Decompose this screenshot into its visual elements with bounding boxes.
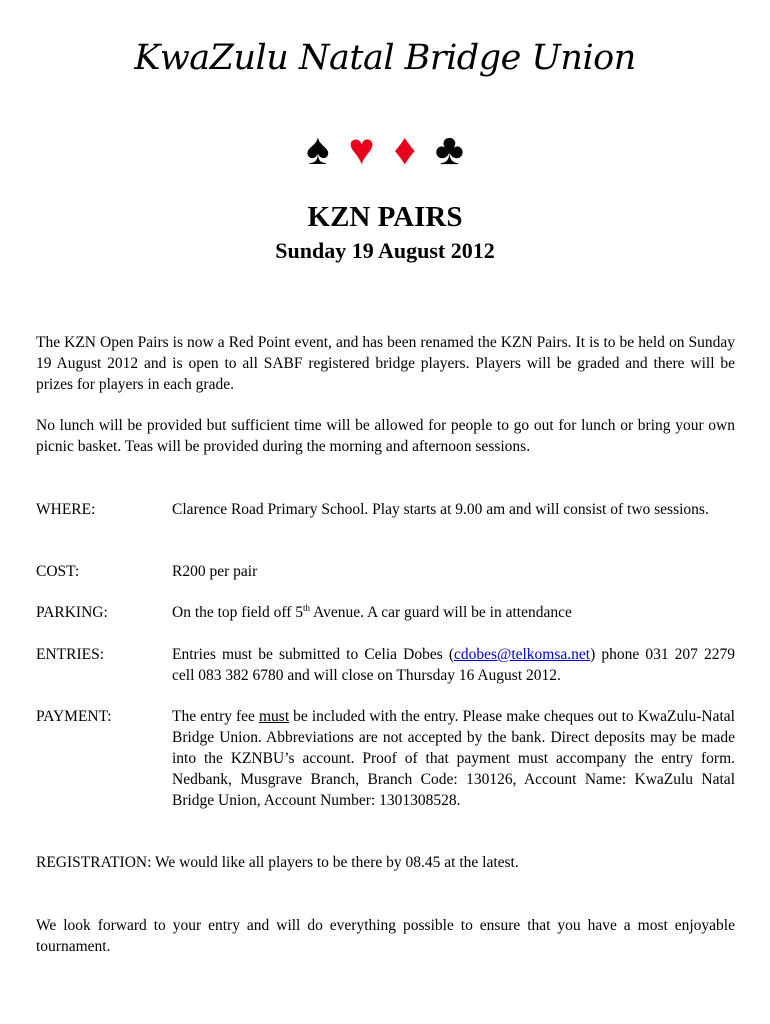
- entries-value: [172, 644, 735, 686]
- where-label: WHERE:: [36, 501, 96, 518]
- payment-text-rest: be included with the entry. Please make cheques out to KwaZulu-Natal Bridge Union. Abbreviations are not accepted by the bank. Direct deposits may be made into the KZNBU’s account. Proof of that payment must accompany the entry form. Nedbank, Musgrave Branch, Branch Code: 130126, Account Name: KwaZulu Natal Bridge Union, Account Number: 1301308528.: [172, 708, 735, 809]
- cost-value: R200 per pair: [172, 563, 258, 580]
- intro-paragraph-2: No lunch will be provided but sufficient time will be allowed for people to go out for lunch or bring your own picnic basket. Teas will be provided during the morning and afternoon sessions.: [36, 417, 735, 455]
- entries-label: ENTRIES:: [36, 646, 105, 663]
- entries-text: Entries must be submitted to Celia Dobes (: [172, 646, 454, 663]
- email-link[interactable]: cdobes@telkomsa.net: [454, 646, 591, 663]
- parking-text: On the top field off 5: [172, 604, 304, 621]
- diamond-icon: ♦: [393, 125, 417, 174]
- closing-paragraph: We look forward to your entry and will do everything possible to ensure that you have a most enjoyable tournament.: [36, 917, 735, 955]
- registration-label: REGISTRATION:: [36, 854, 152, 871]
- club-icon: ♣: [435, 125, 464, 174]
- spade-icon: ♠: [306, 125, 330, 174]
- heart-icon: ♥: [348, 125, 375, 174]
- parking-value: [172, 602, 735, 623]
- payment-emphasis: must: [258, 708, 290, 725]
- entries-text-rest: ) phone 031 207 2279 cell 083 382 6780 and will close on Thursday 16 August 2012.: [172, 646, 735, 684]
- parking-text-rest: Avenue. A car guard will be in attendance: [310, 604, 572, 621]
- parking-label: PARKING:: [36, 604, 108, 621]
- payment-text: The entry fee: [172, 708, 259, 725]
- card-suits: [0, 126, 770, 174]
- parking-superscript: th: [303, 602, 311, 613]
- org-title: KwaZulu Natal Bridge Union: [134, 38, 636, 78]
- intro-paragraph-1: The KZN Open Pairs is now a Red Point event, and has been renamed the KZN Pairs. It is to be held on Sunday 19 August 2012 and is open to all SABF registered bridge players. Players will be graded and there will be prizes for players in each grade.: [36, 334, 735, 393]
- payment-value: [172, 706, 735, 811]
- where-value: Clarence Road Primary School. Play starts at 9.00 am and will consist of two sessions.: [172, 501, 709, 518]
- registration-value: We would like all players to be there by 08.45 at the latest.: [151, 854, 519, 871]
- registration-line: [36, 852, 735, 873]
- cost-label: COST:: [36, 563, 80, 580]
- payment-label: PAYMENT:: [36, 708, 112, 725]
- event-date: Sunday 19 August 2012: [275, 238, 495, 263]
- event-title: KZN PAIRS: [307, 201, 463, 233]
